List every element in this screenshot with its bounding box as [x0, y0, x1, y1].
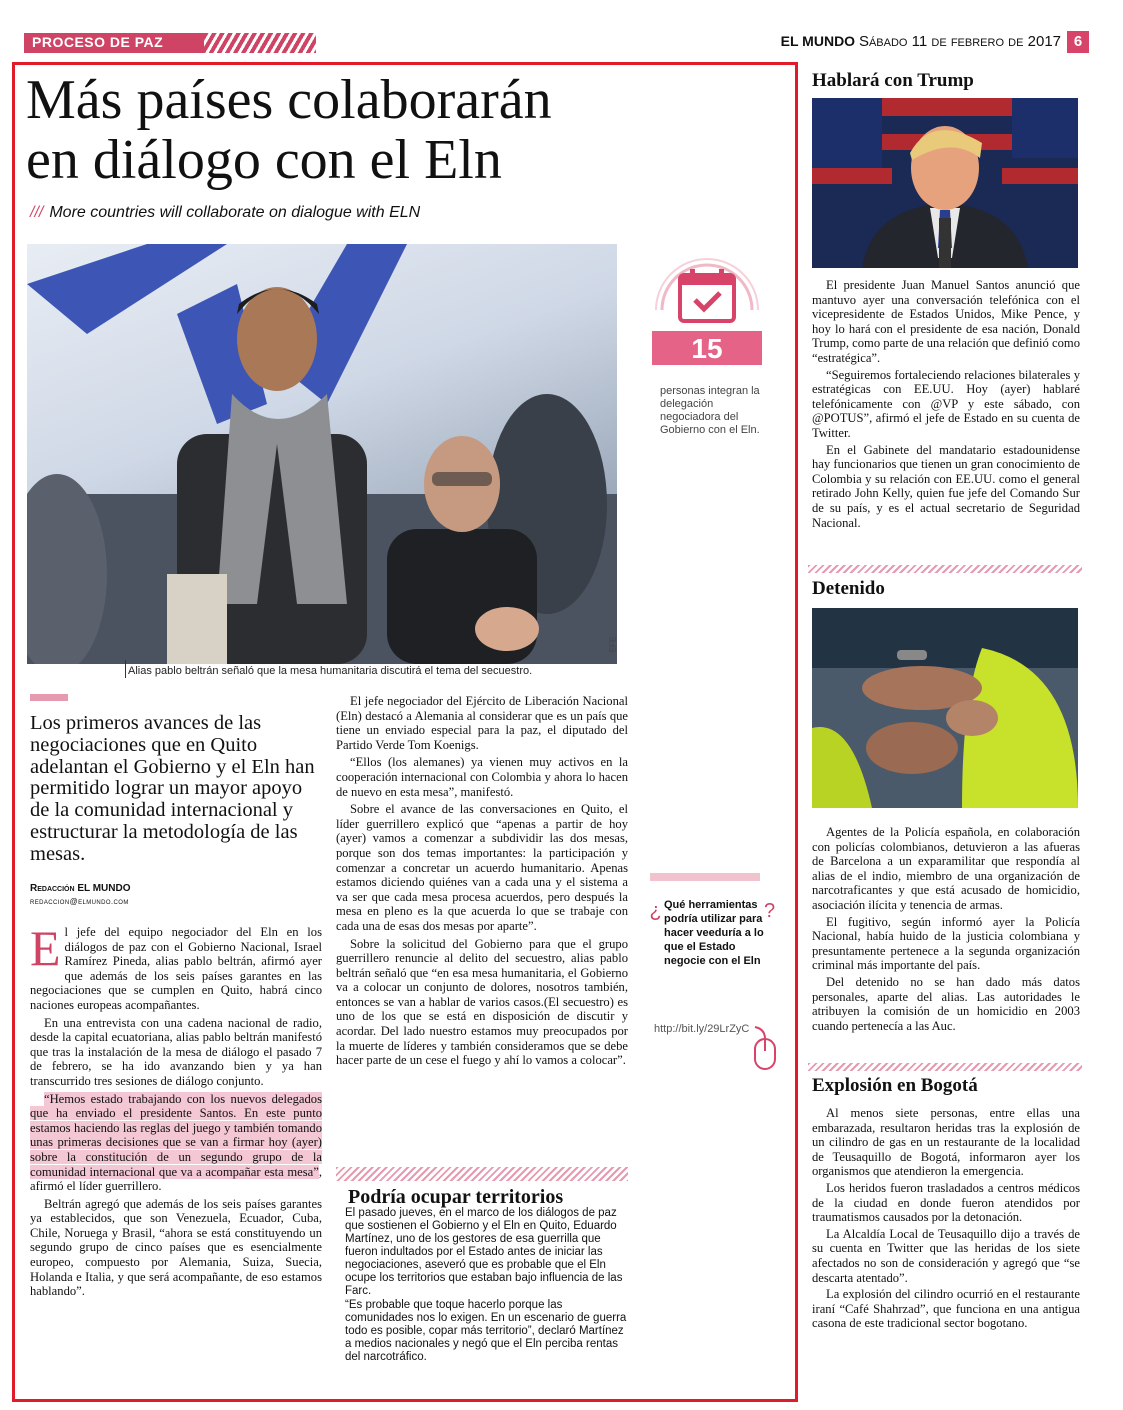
- headline: [26, 70, 746, 190]
- sidebar-paragraph: El fugitivo, según informó ayer la Policía Nacional, había huido de la justicia colombiana y presuntamente pertenece a la segunda organización criminal más importante del país.: [812, 914, 1080, 973]
- subhead: [30, 204, 420, 222]
- box-paragraph: “Es probable que toque hacerlo porque las comunidades nos lo exigen. En un escenario de guerra todo es posible, copar más territorio”, declaró Martínez a medios nacionales y negó que el Eln perciba rentas del narcotráfico.: [345, 1299, 627, 1363]
- question-mark-open-icon: ?: [650, 901, 662, 923]
- sidebar-paragraph: Al menos siete personas, entre ellas una embarazada, resultaron heridas tras la explosión de un cilindro de gas en un restaurante de la localidad de Teusaquillo de Bogotá, informaron ayer los organismos que atendieron la emergencia.: [812, 1106, 1080, 1179]
- sidebar-paragraph: La Alcaldía Local de Teusaquillo dijo a través de su cuenta en Twitter que las heridas de los siete afectados no son de consideración y agregó que “se descarta atentado”.: [812, 1226, 1080, 1285]
- lead-paragraph: Los primeros avances de las negociaciones que en Quito adelantan el Gobierno y el Eln han permitido lograr un mayor apoyo de la comunidad internacional y estructurar la metodología de las mesas.: [30, 712, 315, 865]
- box-paragraph: El pasado jueves, en el marco de los diálogos de paz que sostienen el Gobierno y el Eln en Quito, Eduardo Martínez, uno de los gestores de esa guerrilla que fueron indultados por el Estado antes de iniciar las negociaciones, aseveró que es probable que el Eln ocupe los territorios que estaban bajo influencia de las Farc.: [345, 1207, 623, 1297]
- paper-info: [781, 33, 1061, 50]
- quote-attribution: , afirmó el líder guerrillero.: [30, 1164, 322, 1194]
- subhead-slashes: ///: [30, 204, 44, 221]
- byline: Redacción EL MUNDO: [30, 883, 131, 894]
- paper-name: EL MUNDO: [780, 33, 856, 49]
- sidebar-paragraph: Del detenido no se han dado más datos personales, aparte del alias. Las autoridades le atribuyen la comisión de un homicidio en 2003 cuando pertenecía a las Auc.: [812, 974, 1080, 1033]
- headline-line-1: Más países colaborarán: [26, 69, 552, 131]
- body-paragraph: En una entrevista con una cadena nacional de radio, desde la capital ecuatoriana, alias pablo beltrán manifestó que tras la instalación de la mesa de diálogo el pasado 7 de febrero, se ha ido avanzando bien y ya han transcurrido tres sesiones de diálogo conjunto.: [30, 1015, 322, 1088]
- subhead-text: More countries will collaborate on dialogue with ELN: [49, 204, 421, 221]
- sidebar-paragraph: “Seguiremos fortaleciendo relaciones bilaterales y estratégicas con EE.UU. Hoy (ayer) hablaré telefónicamente con @VP y este sábado, con @POTUS”, afirmó el jefe de Estado en su cuenta de Twitter.: [812, 367, 1080, 440]
- highlighted-quote: “Hemos estado trabajando con los nuevos delegados que ha enviado el presidente Santos. En este punto estamos haciendo las reglas del juego y también tomando unas primeras decisiones que se van a firmar hoy (ayer) sobre la constitución de un segundo grupo de la comunidad internacional que va a acompañar esta mesa”: [30, 1091, 322, 1179]
- body-paragraph: El jefe del equipo negociador del Eln en los diálogos de paz con el Gobierno Nacional, Israel Ramírez Pineda, alias pablo beltrán, afirmó ayer que además de los seis países garantes en las negociaciones que se cumplen en Quito, habrá cinco naciones europeas acompañantes.: [30, 920, 322, 1012]
- explosion-text: [812, 1106, 1080, 1333]
- body-paragraph: “Ellos (los alemanes) ya vienen muy activos en la cooperación internacional con Colombia y ahora lo hacen de nuevo en esta mesa”, manifestó.: [336, 755, 628, 799]
- byline-email: redaccion@elmundo.com: [30, 897, 129, 906]
- sidebar-title-trump: Hablará con Trump: [812, 70, 974, 91]
- lead-accent: [30, 694, 68, 701]
- box-title: Podría ocupar territorios: [348, 1186, 564, 1208]
- detenido-photo-illustration: [812, 608, 1078, 808]
- detenido-photo: [812, 608, 1078, 808]
- main-photo-illustration: [27, 244, 617, 664]
- section-hatch: [204, 33, 316, 53]
- detenido-text: [812, 825, 1080, 1035]
- page-number: 6: [1067, 31, 1089, 53]
- body-paragraph: Sobre la solicitud del Gobierno para que el grupo guerrillero renuncie al delito del secuestro, alias pablo beltrán señaló que “en esa mesa humanitaria, el Gobierno va a colocar un conjunto de dolores, nosotros también, entonces se van a hablar de varios casos.(El secuestro) es uno de los que se está en disposición de discutir y acordar. Del lado nuestro estamos muy preocupados por la muerte de líderes y también consideramos que se debe hacer parte de un cese el fuego y ahí lo vamos a colocar”.: [336, 936, 628, 1068]
- trump-photo-illustration: [812, 98, 1078, 268]
- sidebar-separator: [808, 565, 1082, 573]
- main-photo: [27, 244, 617, 664]
- calendar-icon: [652, 255, 762, 365]
- sidebar-separator: [808, 1063, 1082, 1071]
- body-paragraph: Beltrán agregó que además de los seis países garantes ya establecidos, que son Venezuela, Ecuador, Cuba, Chile, Noruega y Brasil, “ahora se está constituyendo un segundo grupo de cinco países que es esencialmente europeo, compuesto por Alemania, Suiza, Suecia, Holanda e Italia, y que será acompañante, de eso estamos hablando”.: [30, 1196, 322, 1299]
- infographic-text: personas integran la delegación negociadora del Gobierno con el Eln.: [660, 385, 760, 436]
- box-text: [345, 1207, 628, 1365]
- trump-photo: [812, 98, 1078, 268]
- sidebar-paragraph: Agentes de la Policía española, en colaboración con policías colombianos, detuvieron a las afueras de Barcelona a un exparamilitar que respondía al alias de el indio, miembro de una organización de narcotraficantes y que está acusado de homicidio, asociación ilícita y tenencia de armas.: [812, 825, 1080, 912]
- drop-cap: E: [30, 920, 61, 976]
- body-paragraph: [30, 1092, 322, 1194]
- infographic-number: 15: [691, 333, 723, 364]
- delegation-infographic: [652, 255, 762, 365]
- question-mark-close-icon: ?: [764, 900, 776, 922]
- trump-text: [812, 278, 1080, 532]
- section-tag: [24, 33, 316, 53]
- sidebar-title-explosion: Explosión en Bogotá: [812, 1075, 978, 1096]
- body-paragraph: El jefe negociador del Ejército de Liberación Nacional (Eln) destacó a Alemania al considerar que es un país que tiene un enviado especial para la paz, el diputado del Partido Verde Tom Koenigs.: [336, 694, 628, 752]
- caption-tick: [125, 660, 126, 678]
- body-paragraph: Sobre el avance de las conversaciones en Quito, el líder guerrillero explicó que “apenas a partir de hoy (ayer) vamos a comenzar a subdividir las dos mesas, porque son dos temas importantes: la participación y comenzar a concretar un acuerdo humanitario. Apenas estamos diciendo quiénes van a cada una y el sistema a va ser que cada mesa procesa acuerdos, pero después la mesa en pleno es la que acuerda lo que se trabaje con cada una de esas dos mesas por aparte”.: [336, 802, 628, 933]
- photo-caption: Alias pablo beltrán señaló que la mesa humanitaria discutirá el tema del secuestro.: [128, 665, 533, 677]
- section-label: PROCESO DE PAZ: [32, 34, 164, 50]
- question-text: Qué herramientas podría utilizar para hacer veeduría a lo que el Estado negocie con el Eln: [664, 899, 764, 967]
- sidebar-paragraph: En el Gabinete del mandatario estadounidense hay funcionarios que tienen un gran conocimiento de Colombia y su relación con EE.UU. como el general retirado John Kelly, quien fue jefe del Comando Sur de su país, y es el actual secretario de Seguridad Nacional.: [812, 442, 1080, 530]
- box-divider: [336, 1167, 628, 1181]
- photo-credit: EFE: [608, 636, 618, 653]
- sidebar-title-detenido: Detenido: [812, 578, 885, 599]
- body-column-1: [30, 920, 322, 1302]
- mouse-icon: [750, 1025, 780, 1075]
- question-accent: [650, 873, 760, 881]
- sidebar-paragraph: La explosión del cilindro ocurrió en el restaurante iraní “Café Shahrzad”, que funciona en una antigua casona de este tradicional sector bogotano.: [812, 1287, 1080, 1331]
- sidebar-paragraph: El presidente Juan Manuel Santos anunció que mantuvo ayer una conversación telefónica con el vicepresidente de Estados Unidos, Mike Pence, y hoy lo hará con el presidente de esa nación, Donald Trump, como parte de una relación que definió como “estratégica”.: [812, 278, 1080, 365]
- question-link[interactable]: http://bit.ly/29LrZyC: [654, 1023, 750, 1035]
- sidebar-paragraph: Los heridos fueron trasladados a centros médicos de la ciudad en donde fueron atendidos por traumatismos causados por la detonación.: [812, 1180, 1080, 1225]
- headline-line-2: en diálogo con el Eln: [26, 129, 502, 191]
- body-column-2: [336, 694, 628, 1071]
- issue-date: Sábado 11 de febrero de 2017: [858, 33, 1061, 50]
